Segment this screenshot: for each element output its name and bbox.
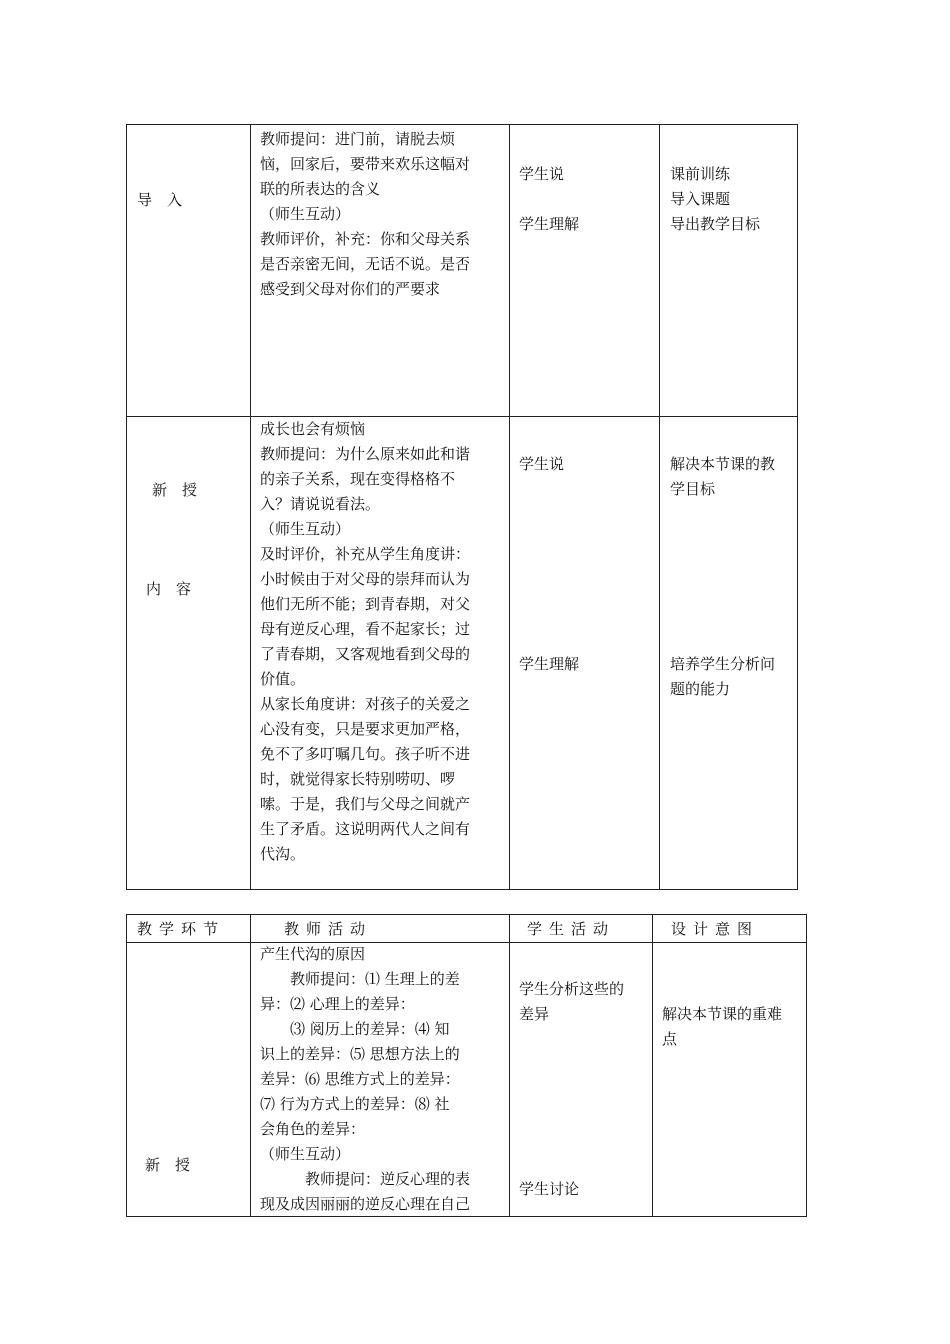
text-line: 了青春期，又客观地看到父母的 xyxy=(260,645,471,663)
text-line: 入？请说说看法。 xyxy=(260,495,381,513)
text-line: 教师提问：逆反心理的表 xyxy=(260,1170,471,1188)
text-line: 学生分析这些的 xyxy=(519,980,625,998)
text-line: 是否亲密无间，无话不说。是否 xyxy=(260,255,471,273)
text-line: 时，就觉得家长特别唠叨、啰 xyxy=(260,770,456,788)
text-line: 恼，回家后，要带来欢乐这幅对 xyxy=(260,155,471,173)
text-line: 异：⑵ 心理上的差异： xyxy=(260,995,415,1013)
header-design-intent: 设计意图 xyxy=(671,920,760,938)
teacher-activity-causes xyxy=(260,942,470,1217)
student-activity-discuss: 学生讨论 xyxy=(519,1180,580,1198)
text-line: 识上的差异：⑸ 思想方法上的 xyxy=(260,1045,460,1063)
text-line: 免不了多叮嘱几句。孩子听不进 xyxy=(260,745,471,763)
text-line: 学目标 xyxy=(670,480,716,498)
text-line: 成长也会有烦恼 xyxy=(260,420,366,438)
text-line: 导出教学目标 xyxy=(670,215,761,233)
design-intent-goal xyxy=(670,452,775,502)
text-line: 产生代沟的原因 xyxy=(260,945,366,963)
text-line: 价值。 xyxy=(260,670,306,688)
text-line: 他们无所不能；到青春期，对父 xyxy=(260,595,471,613)
text-line: 及时评价，补充从学生角度讲： xyxy=(260,545,471,563)
text-line: 差异：⑹ 思维方式上的差异： xyxy=(260,1070,460,1088)
header-teacher-activity: 教师活动 xyxy=(284,920,373,938)
text-line: 的亲子关系，现在变得格格不 xyxy=(260,470,456,488)
header-teaching-stage: 教学环节 xyxy=(137,920,226,938)
text-line: ⑺ 行为方式上的差异：⑻ 社 xyxy=(260,1095,450,1113)
student-activity-understand-2: 学生理解 xyxy=(519,655,580,673)
stage-label-content: 内 容 xyxy=(146,580,192,598)
text-line: 联的所表达的含义 xyxy=(260,180,381,198)
header-student-activity: 学生活动 xyxy=(527,920,616,938)
student-activity-speak: 学生说 xyxy=(519,165,565,183)
student-activity-analyze xyxy=(519,977,624,1027)
text-line: 点 xyxy=(662,1030,678,1048)
teacher-activity-intro xyxy=(260,127,470,302)
student-activity-speak-2: 学生说 xyxy=(519,455,565,473)
text-line: （师生互动） xyxy=(260,205,351,223)
design-intent-intro xyxy=(670,162,760,237)
text-line: （师生互动） xyxy=(260,520,351,538)
text-line: 教师评价，补充：你和父母关系 xyxy=(260,230,471,248)
stage-label-intro: 导 入 xyxy=(137,191,183,209)
text-line: 解决本节课的重难 xyxy=(662,1005,783,1023)
teacher-activity-content xyxy=(260,417,470,867)
text-line: 从家长角度讲：对孩子的关爱之 xyxy=(260,695,471,713)
stage-label-new-lesson-2: 新 授 xyxy=(145,1156,191,1174)
text-line: 解决本节课的教 xyxy=(670,455,776,473)
text-line: 生了矛盾。这说明两代人之间有 xyxy=(260,820,471,838)
text-line: 心没有变，只是要求更加严格， xyxy=(260,720,471,738)
text-line: 课前训练 xyxy=(670,165,731,183)
text-line: 会角色的差异： xyxy=(260,1120,366,1138)
text-line: 母有逆反心理，看不起家长；过 xyxy=(260,620,471,638)
text-line: 代沟。 xyxy=(260,845,306,863)
text-line: 教师提问：进门前，请脱去烦 xyxy=(260,130,456,148)
text-line: 小时候由于对父母的崇拜而认为 xyxy=(260,570,471,588)
design-intent-key-points xyxy=(662,1002,782,1052)
text-line: 教师提问：⑴ 生理上的差 xyxy=(260,970,460,988)
text-line: （师生互动） xyxy=(260,1145,351,1163)
lesson-table-1 xyxy=(126,124,798,890)
lesson-table-2 xyxy=(126,914,807,1217)
student-activity-understand: 学生理解 xyxy=(519,215,580,233)
text-line: 差异 xyxy=(519,1005,550,1023)
text-line: 教师提问：为什么原来如此和谐 xyxy=(260,445,471,463)
text-line: ⑶ 阅历上的差异：⑷ 知 xyxy=(260,1020,450,1038)
text-line: 导入课题 xyxy=(670,190,731,208)
text-line: 嗦。于是，我们与父母之间就产 xyxy=(260,795,471,813)
text-line: 题的能力 xyxy=(670,680,731,698)
stage-label-new-lesson: 新 授 xyxy=(152,481,198,499)
text-line: 现及成因丽丽的逆反心理在自己 xyxy=(260,1195,471,1213)
text-line: 培养学生分析问 xyxy=(670,655,776,673)
design-intent-ability xyxy=(670,652,775,702)
text-line: 感受到父母对你们的严要求 xyxy=(260,280,441,298)
